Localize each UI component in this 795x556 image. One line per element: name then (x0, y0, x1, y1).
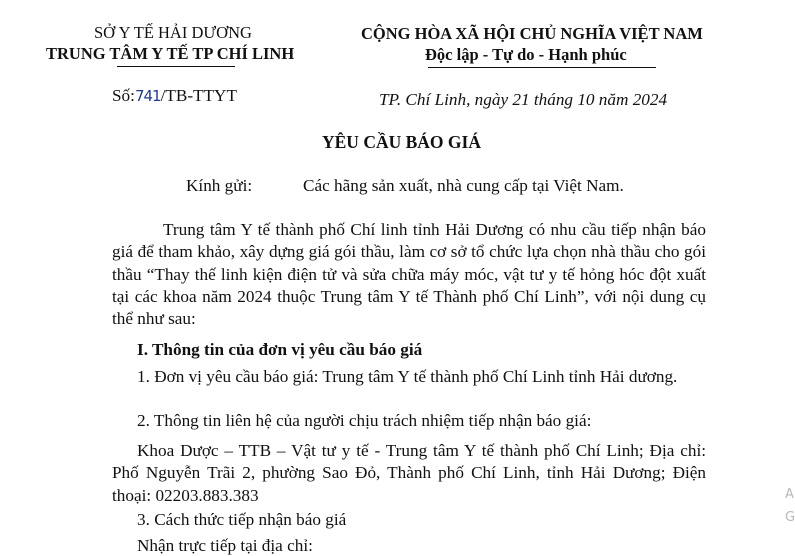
agency-name: TRUNG TÂM Y TẾ TP CHÍ LINH (46, 44, 295, 63)
recipient-label: Kính gửi: (186, 176, 253, 195)
item-1: 1. Đơn vị yêu cầu báo giá: Trung tâm Y tế thành phố Chí Linh tỉnh Hải dương. (137, 367, 678, 386)
recipient-value: Các hãng sản xuất, nhà cung cấp tại Việt Nam. (303, 176, 624, 195)
motto-underline (428, 67, 656, 68)
edge-mark-g: G (785, 510, 795, 525)
number-prefix: Số: (112, 86, 135, 105)
document-title: YÊU CẦU BÁO GIÁ (322, 132, 481, 152)
document-number (112, 86, 237, 106)
number-handwritten: 741 (134, 87, 161, 105)
agency-underline (117, 66, 235, 67)
place-date: TP. Chí Linh, ngày 21 tháng 10 năm 2024 (379, 90, 668, 109)
national-title: CỘNG HÒA XÃ HỘI CHỦ NGHĨA VIỆT NAM (361, 24, 703, 43)
item-3-sub: Nhận trực tiếp tại địa chỉ: (137, 536, 313, 555)
item-2: 2. Thông tin liên hệ của người chịu trách nhiệm tiếp nhận báo giá: (137, 411, 592, 430)
number-suffix: /TB-TTYT (160, 86, 237, 105)
intro-paragraph: Trung tâm Y tế thành phố Chí linh tỉnh Hải Dương có nhu cầu tiếp nhận báo giá để tham khảo, xây dựng giá gói thầu, làm cơ sở tổ chức lựa chọn nhà thầu cho gói thầu “Thay thế linh kiện điện tử và sửa chữa máy móc, vật tư y tế hỏng hóc đột xuất tại các khoa năm 2024 thuộc Trung tâm Y tế Thành phố Chí Linh”, với nội dung cụ thể như sau: (112, 220, 706, 329)
section-1-title: I. Thông tin của đơn vị yêu cầu báo giá (137, 340, 423, 359)
edge-mark-a: A (785, 487, 794, 502)
contact-info: Khoa Dược – TTB – Vật tư y tế - Trung tâm Y tế thành phố Chí Linh; Địa chỉ: Phố Nguyễn Trãi 2, phường Sao Đỏ, Thành phố Chí Linh, tỉnh Hải Dương; Điện thoại: 02203.883.383 (112, 441, 706, 505)
item-3: 3. Cách thức tiếp nhận báo giá (137, 510, 347, 529)
agency-parent: SỞ Y TẾ HẢI DƯƠNG (94, 23, 252, 42)
national-motto: Độc lập - Tự do - Hạnh phúc (425, 45, 627, 64)
